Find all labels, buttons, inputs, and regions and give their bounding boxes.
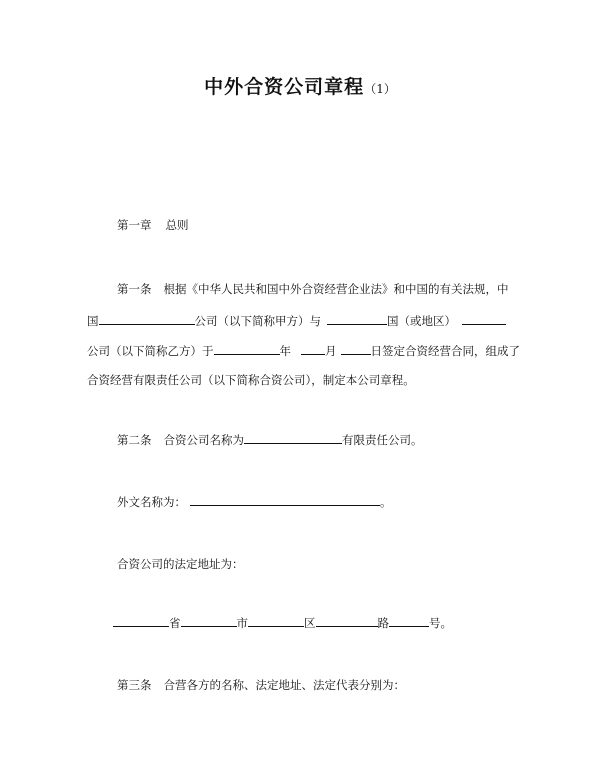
article-1-line-4 bbox=[87, 372, 415, 388]
article-1-line-1 bbox=[117, 281, 509, 297]
article-1-text-3b: 年 bbox=[279, 344, 291, 358]
blank-party-b-name[interactable] bbox=[462, 313, 506, 325]
document-title bbox=[0, 72, 600, 99]
article-1-label: 第一条 bbox=[117, 282, 152, 296]
blank-city[interactable] bbox=[181, 615, 237, 627]
address-label bbox=[117, 556, 244, 572]
article-3 bbox=[117, 677, 405, 693]
foreign-name-line bbox=[117, 494, 392, 510]
address-province-label: 省 bbox=[169, 616, 181, 630]
article-1-text-4: 合资经营有限责任公司（以下简称合资公司），制定本公司章程。 bbox=[87, 373, 415, 387]
blank-foreign-name[interactable] bbox=[190, 494, 380, 506]
blank-road[interactable] bbox=[316, 615, 378, 627]
address-line bbox=[113, 615, 452, 631]
article-1-text-3d: 日签定合资经营合同，组成了 bbox=[370, 344, 520, 358]
article-1-text-2c: 国（或地区） bbox=[387, 314, 456, 328]
blank-year[interactable] bbox=[214, 343, 280, 355]
address-district-label: 区 bbox=[304, 616, 316, 630]
blank-party-a-name[interactable] bbox=[99, 313, 195, 325]
article-3-text: 合营各方的名称、法定地址、法定代表分别为： bbox=[163, 678, 405, 692]
blank-province[interactable] bbox=[113, 615, 169, 627]
blank-district[interactable] bbox=[248, 615, 304, 627]
article-2-label: 第二条 bbox=[117, 433, 152, 447]
foreign-name-end: 。 bbox=[380, 495, 392, 509]
article-2 bbox=[117, 432, 423, 448]
blank-month[interactable] bbox=[301, 343, 325, 355]
article-1-line-3 bbox=[87, 343, 520, 359]
chapter-heading bbox=[117, 217, 189, 233]
blank-company-name[interactable] bbox=[244, 432, 342, 444]
title-number: （1） bbox=[364, 82, 396, 96]
article-1-line-2 bbox=[87, 313, 506, 329]
blank-day[interactable] bbox=[341, 343, 371, 355]
address-city-label: 市 bbox=[236, 616, 248, 630]
foreign-name-label: 外文名称为： bbox=[117, 495, 186, 509]
article-1-text-3a: 公司（以下简称乙方）于 bbox=[87, 344, 214, 358]
address-road-label: 路 bbox=[377, 616, 389, 630]
chapter-name: 总则 bbox=[165, 218, 189, 232]
chapter-label: 第一章 bbox=[117, 218, 152, 232]
blank-party-b-country[interactable] bbox=[327, 313, 387, 325]
article-1-text-1: 根据《中华人民共和国中外合资经营企业法》和中国的有关法规，中 bbox=[163, 282, 509, 296]
article-1-text-2b: 公司（以下简称甲方）与 bbox=[194, 314, 321, 328]
article-2-text-a: 合资公司名称为 bbox=[163, 433, 244, 447]
article-1-text-3c: 月 bbox=[325, 344, 337, 358]
article-3-label: 第三条 bbox=[117, 678, 152, 692]
article-1-text-2a: 国 bbox=[87, 314, 99, 328]
address-number-label: 号。 bbox=[429, 616, 452, 630]
address-label-text: 合资公司的法定地址为： bbox=[117, 557, 244, 571]
title-text: 中外合资公司章程 bbox=[204, 76, 365, 98]
blank-number[interactable] bbox=[389, 615, 429, 627]
article-2-text-b: 有限责任公司。 bbox=[342, 433, 423, 447]
